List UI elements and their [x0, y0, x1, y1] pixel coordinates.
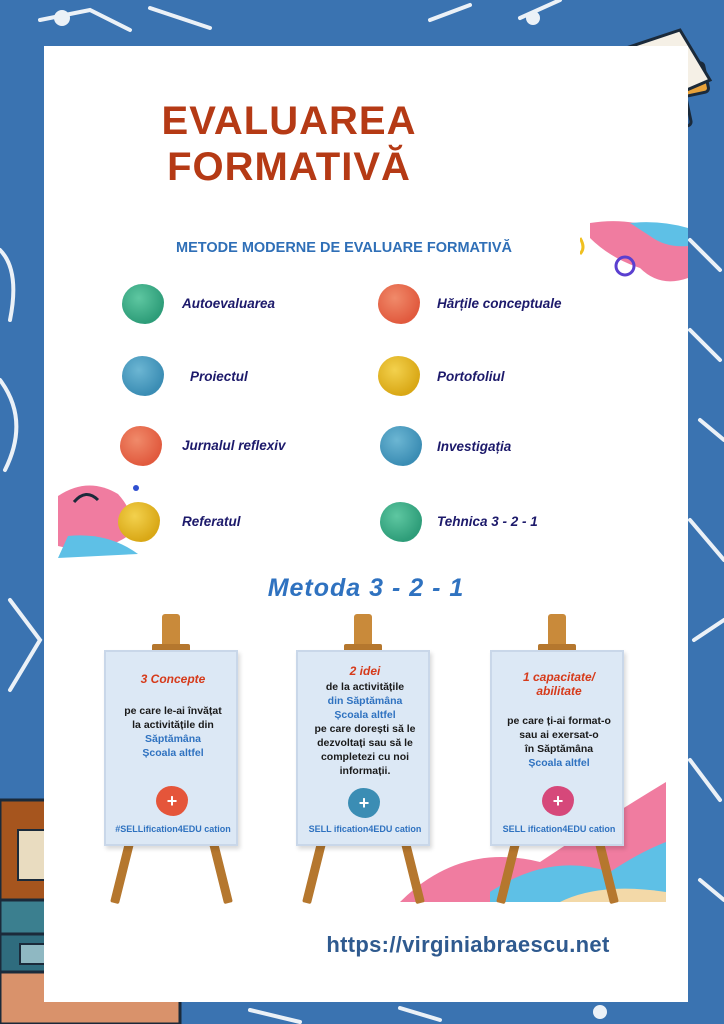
method-bullet-icon: [378, 356, 420, 396]
easel-text-line: completezi cu noi: [320, 751, 410, 763]
easel-text-line: informații.: [339, 765, 391, 777]
easel-text-line: la activitățile din: [132, 719, 214, 731]
easel-text-line: pe care ți-ai format-o: [507, 715, 611, 727]
title-line-2: FORMATIVĂ: [167, 145, 411, 189]
easel-leg: [594, 838, 619, 904]
easel-text: [110, 704, 236, 760]
method-bullet-icon: [122, 356, 164, 396]
easel-text-line: pe care le-ai învățat: [124, 705, 222, 717]
easel-heading: [492, 670, 626, 698]
method-bullet-icon: [378, 284, 420, 324]
method-portofoliul: Portofoliul: [437, 369, 505, 384]
easel-text-line: pe care dorești să le: [314, 723, 416, 735]
easel-text-line: de la activitățile: [325, 681, 405, 693]
method-autoevaluarea: Autoevaluarea: [182, 296, 276, 311]
easel-board: [296, 650, 430, 846]
method-bullet-icon: [380, 502, 422, 542]
easel-board: [104, 650, 238, 846]
easel-text-line: Săptămâna: [144, 733, 202, 745]
easel-text-line: în Săptămâna: [524, 743, 594, 755]
easel-text-line: Școala altfel: [528, 757, 590, 769]
content-card: [44, 46, 688, 1002]
method-jurnalul-reflexiv: Jurnalul reflexiv: [182, 438, 286, 453]
easel-text-line: sau ai exersat-o: [519, 729, 599, 741]
method-bullet-icon: [120, 426, 162, 466]
title-line-1: EVALUAREA: [161, 99, 417, 143]
easel-tag: SELL ification4EDU cation: [502, 824, 616, 834]
methods-subtitle: METODE MODERNE DE EVALUARE FORMATIVĂ: [176, 240, 512, 256]
plus-icon: +: [348, 788, 380, 818]
easel-leg: [208, 838, 233, 904]
method-investigatia: Investigația: [437, 439, 512, 454]
plus-icon: +: [156, 786, 188, 816]
easel-heading: 2 idei: [349, 664, 381, 678]
easel-tag: #SELLification4EDU cation: [115, 824, 231, 834]
easel-text-line: din Săptămâna: [327, 695, 403, 707]
easel-abilities: [490, 614, 624, 904]
decorative-splash: [580, 218, 688, 298]
easel-ideas: [296, 614, 430, 904]
easel-leg: [302, 838, 327, 904]
easel-heading: 3 Concepte: [140, 672, 206, 686]
easel-text-line: Școala altfel: [142, 747, 204, 759]
easel-text: [302, 680, 428, 778]
section-title: Metoda 3 - 2 - 1: [267, 574, 465, 602]
method-bullet-icon: [380, 426, 422, 466]
easel-leg: [110, 838, 135, 904]
method-tehnica-3-2-1: Tehnica 3 - 2 - 1: [437, 514, 538, 529]
page-title: [144, 98, 434, 190]
easel-tag: SELL ification4EDU cation: [308, 824, 422, 834]
easel-text-line: dezvoltați sau să le: [317, 737, 413, 749]
easel-concepts: [104, 614, 238, 904]
plus-icon: +: [542, 786, 574, 816]
method-bullet-icon: [118, 502, 160, 542]
website-link[interactable]: https://virginiabraescu.net: [326, 932, 610, 957]
easel-leg: [400, 838, 425, 904]
easel-heading-line: 1 capacitate/: [522, 670, 596, 684]
method-proiectul: Proiectul: [190, 369, 248, 384]
method-referatul: Referatul: [182, 514, 241, 529]
method-hartile-conceptuale: Hărțile conceptuale: [437, 296, 562, 311]
easel-text: [496, 714, 622, 770]
easel-leg: [496, 838, 521, 904]
method-bullet-icon: [122, 284, 164, 324]
easel-heading-line: abilitate: [536, 684, 582, 698]
easel-board: [490, 650, 624, 846]
easel-text-line: Școala altfel: [334, 709, 396, 721]
